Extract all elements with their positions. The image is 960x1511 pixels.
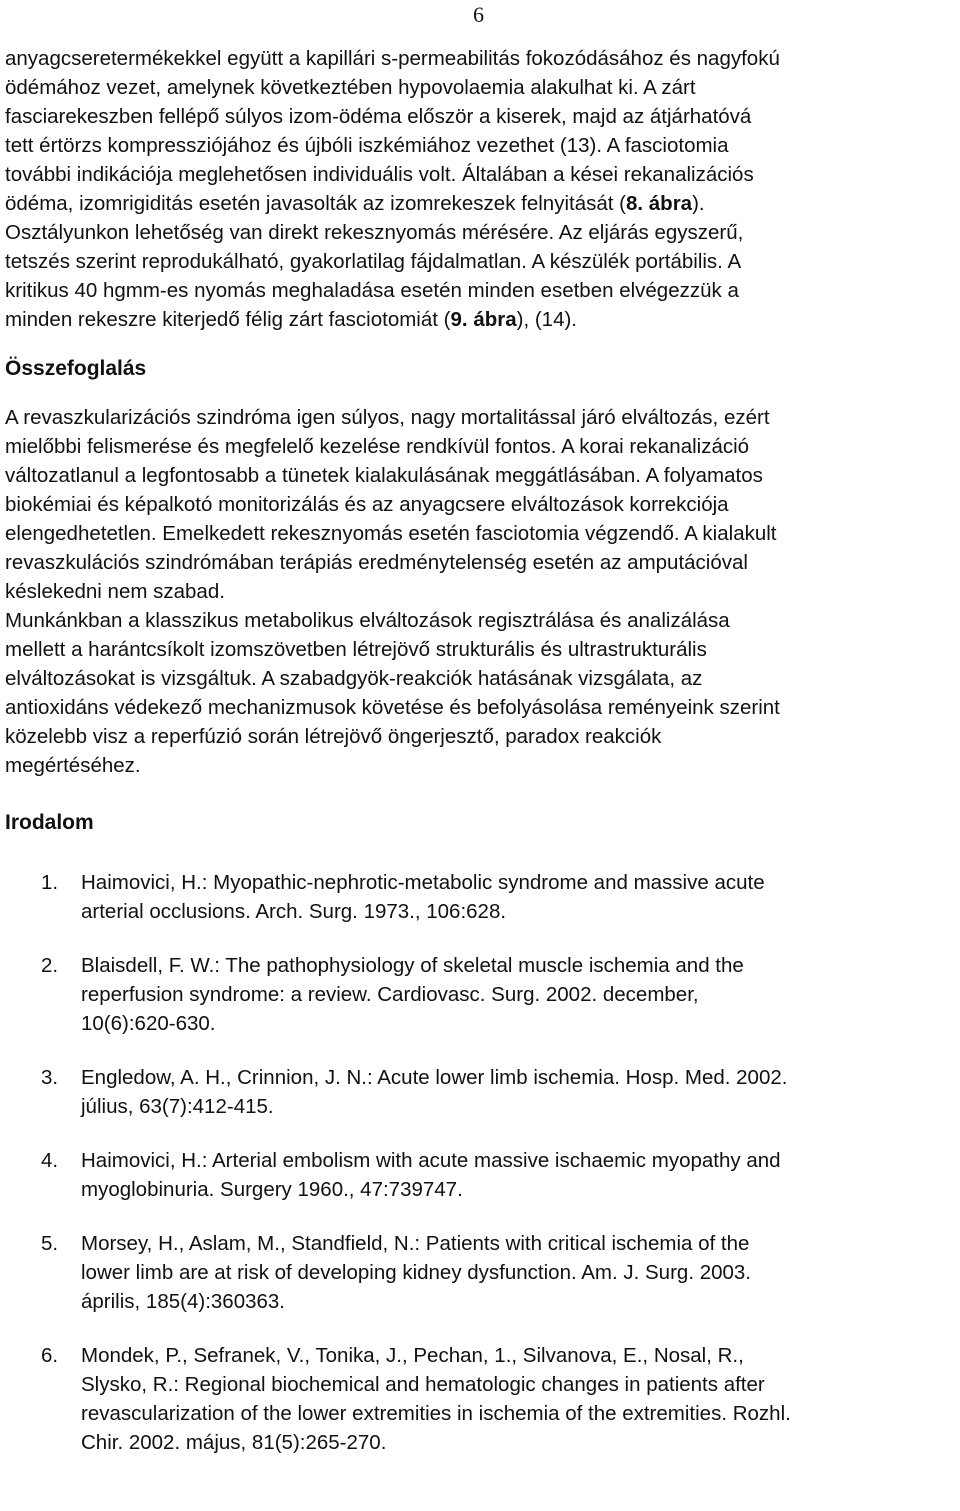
reference-number: 4. — [41, 1149, 59, 1172]
summary-paragraph-2: Munkánkban a klasszikus metabolikus elváltozások regisztrálása és analizálása mellett a harántcsíkolt izomszövetben létrejövő strukturális és ultrastrukturális elváltozásokat is vizsgáltuk. A szabadgyök-reakciók hatásának vizsgálata, az antioxidáns védekező mechanizmusok követése és befolyásolása reményeink szerint közelebb visz a reperfúzió során létrejövő öngerjesztő, paradox reakciók megértéséhez. — [5, 609, 780, 777]
reference-number: 5. — [41, 1232, 59, 1255]
figure-8-word: ábra — [648, 192, 693, 215]
reference-list — [5, 868, 960, 1457]
reference-text: Haimovici, H.: Arterial embolism with acute massive ischaemic myopathy and myoglobinuria. Surgery 1960., 47:739747. — [81, 1149, 781, 1201]
summary-paragraph-1: A revaszkularizációs szindróma igen súlyos, nagy mortalitással járó elváltozás, ezért mielőbbi felismerése és megfelelő kezelése rendkívül fontos. A korai rekanalizáció változatlanul a legfontosabb a tünetek kialakulásának meggátlásában. A folyamatos biokémiai és képalkotó monitorizálás és az anyagcsere elváltozások korrekciója elengedhetetlen. Emelkedett rekesznyomás esetén fasciotomia végzendő. A kialakult revaszkulációs szindrómában terápiás eredménytelenség esetén az amputációval késlekedni nem szabad. — [5, 406, 777, 603]
document-body — [5, 44, 960, 1482]
reference-number: 1. — [41, 871, 59, 894]
summary-heading: Összefoglalás — [5, 357, 147, 380]
reference-number: 2. — [41, 954, 59, 977]
reference-text: Morsey, H., Aslam, M., Standfield, N.: Patients with critical ischemia of the lower limb are at risk of developing kidney dysfunction. Am. J. Surg. 2003. április, 185(4):360363. — [81, 1232, 752, 1313]
reference-item — [5, 1229, 960, 1316]
reference-text: Blaisdell, F. W.: The pathophysiology of skeletal muscle ischemia and the reperfusion syndrome: a review. Cardiovasc. Surg. 2002. december, 10(6):620-630. — [81, 954, 744, 1035]
reference-item — [5, 1146, 960, 1204]
figure-9-number: 9. — [450, 308, 468, 331]
intro-text-1: anyagcseretermékekkel együtt a kapillári s-permeabilitás fokozódásához és nagyfokú ödémához vezet, amelynek következtében hypovolaemia alakulhat ki. A zárt fasciarekeszben fellépő súlyos izom-ödéma először a kiserek, majd az átjárhatóvá tett értörzs kompressziójához és újbóli iszkémiához vezethet (13). A fasciotomia további indikációja meglehetősen individuális volt. Általában a kései rekanalizációs ödéma, izomrigiditás esetén javasolták az izomrekeszek felnyitását ( — [5, 47, 780, 215]
intro-paragraph — [5, 44, 960, 334]
reference-text: Engledow, A. H., Crinnion, J. N.: Acute lower limb ischemia. Hosp. Med. 2002. július, 63(7):412-415. — [81, 1066, 788, 1118]
reference-text: Mondek, P., Sefranek, V., Tonika, J., Pechan, 1., Silvanova, E., Nosal, R., Slysko, R.: Regional biochemical and hematologic changes in patients after revascularization of the lower extremities in ischemia of the extremities. Rozhl. Chir. 2002. május, 81(5):265-270. — [81, 1344, 791, 1454]
page-number: 6 — [473, 2, 484, 27]
figure-8-number: 8. — [625, 192, 644, 215]
figure-9-word: ábra — [473, 308, 517, 331]
reference-item — [5, 951, 960, 1038]
reference-item — [5, 1063, 960, 1121]
intro-text-3: ), (14). — [516, 308, 577, 331]
reference-number: 6. — [41, 1344, 59, 1367]
literature-heading: Irodalom — [5, 811, 94, 834]
reference-number: 3. — [41, 1066, 59, 1089]
reference-item — [5, 868, 960, 926]
intro-text-2: ). Osztályunkon lehetőség van direkt rekesznyomás mérésére. Az eljárás egyszerű, tetszés szerint reprodukálható, gyakorlatilag fájdalmatlan. A készülék portábilis. A kritikus 40 hgmm-es nyomás meghaladása esetén minden esetben elvégezzük a minden rekeszre kiterjedő félig zárt fasciotomiát ( — [5, 192, 744, 331]
reference-text: Haimovici, H.: Myopathic-nephrotic-metabolic syndrome and massive acute arterial occlusions. Arch. Surg. 1973., 106:628. — [81, 871, 765, 923]
reference-item — [5, 1341, 960, 1457]
